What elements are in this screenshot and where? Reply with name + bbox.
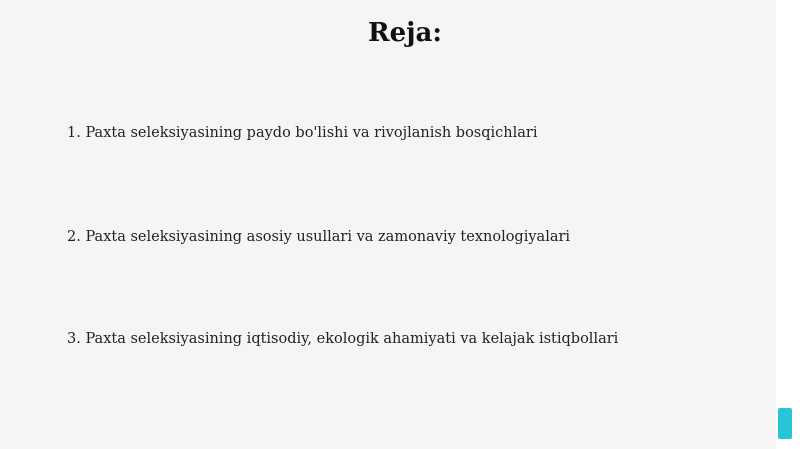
plan-item-1: 1. Paxta seleksiyasining paydo bo'lishi va rivojlanish bosqichlari <box>67 125 538 141</box>
scrollbar-track[interactable] <box>776 0 800 449</box>
scrollbar-thumb[interactable] <box>778 408 792 439</box>
plan-item-3: 3. Paxta seleksiyasining iqtisodiy, ekologik ahamiyati va kelajak istiqbollari <box>67 331 619 347</box>
plan-item-2: 2. Paxta seleksiyasining asosiy usullari va zamonaviy texnologiyalari <box>67 229 571 245</box>
slide-title: Reja: <box>367 18 442 48</box>
